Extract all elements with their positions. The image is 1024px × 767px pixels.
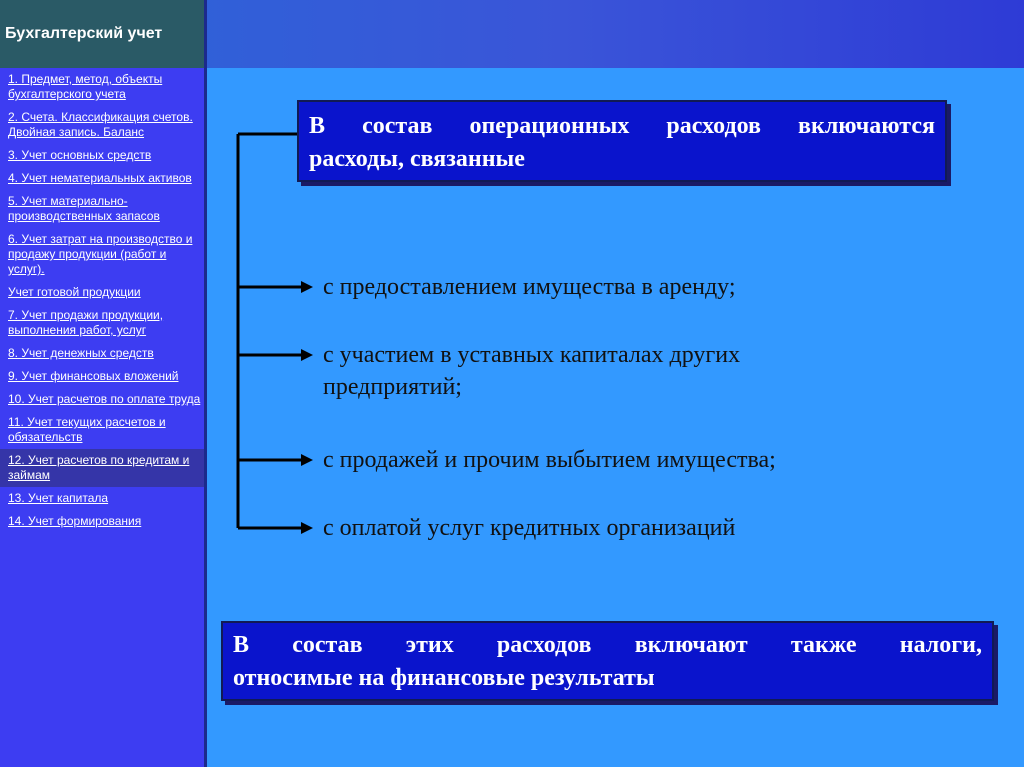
taxes-note-box: [221, 621, 994, 701]
sidebar-item-loans[interactable]: 12. Учет расчетов по кредитам и займам: [0, 449, 204, 487]
sidebar-nav: [0, 68, 204, 767]
heading-line: расходы, связанные: [309, 146, 525, 172]
sidebar-item-current-liabilities[interactable]: 11. Учет текущих расчетов и обязательств: [8, 415, 166, 444]
arrow-icon: [301, 454, 313, 466]
heading-line: В состав операционных расходов включаются: [309, 113, 935, 139]
sidebar-item-finished-goods[interactable]: Учет готовой продукции: [8, 285, 141, 299]
note-line: относимые на финансовые результаты: [233, 665, 655, 691]
operating-expenses-heading-box: [297, 100, 947, 182]
sidebar-item-intangible-assets[interactable]: 4. Учет нематериальных активов: [8, 171, 192, 185]
list-item-text: с оплатой услуг кредитных организаций: [323, 515, 736, 541]
sidebar-item-accounts[interactable]: 2. Счета. Классификация счетов. Двойная запись. Баланс: [8, 110, 193, 139]
slide-content: [207, 68, 1024, 767]
list-item-text: с предоставлением имущества в аренду;: [323, 274, 736, 300]
note-line: В состав этих расходов включают также налоги,: [233, 632, 982, 658]
sidebar-item-subject-method[interactable]: 1. Предмет, метод, объекты бухгалтерского учета: [8, 72, 163, 101]
sidebar-item-financial-investments[interactable]: 9. Учет финансовых вложений: [8, 369, 179, 383]
list-item-text: предприятий;: [323, 374, 462, 400]
list-item: [323, 271, 736, 303]
sidebar-item-fixed-assets[interactable]: 3. Учет основных средств: [8, 148, 152, 162]
list-item: [323, 512, 735, 544]
sidebar-title: Бухгалтерский учет: [0, 0, 204, 68]
sidebar-item-payroll[interactable]: 10. Учет расчетов по оплате труда: [8, 392, 201, 406]
list-item-text: с участием в уставных капиталах других: [323, 342, 741, 368]
arrow-icon: [301, 522, 313, 534]
sidebar-item-capital[interactable]: 13. Учет капитала: [8, 491, 109, 505]
arrow-icon: [301, 349, 313, 361]
list-item-text: с продажей и прочим выбытием имущества;: [323, 447, 776, 473]
sidebar-item-production-costs[interactable]: 6. Учет затрат на производство и продажу продукции (работ и услуг).: [8, 232, 193, 276]
list-item: [323, 444, 776, 476]
sidebar-item-inventories[interactable]: 5. Учет материально-производственных запасов: [8, 194, 160, 223]
sidebar-item-cash[interactable]: 8. Учет денежных средств: [8, 346, 154, 360]
sidebar-item-sales[interactable]: 7. Учет продажи продукции, выполнения работ, услуг: [8, 308, 164, 337]
arrow-icon: [301, 281, 313, 293]
list-item: [323, 339, 740, 403]
sidebar-item-formation[interactable]: 14. Учет формирования: [8, 514, 142, 528]
